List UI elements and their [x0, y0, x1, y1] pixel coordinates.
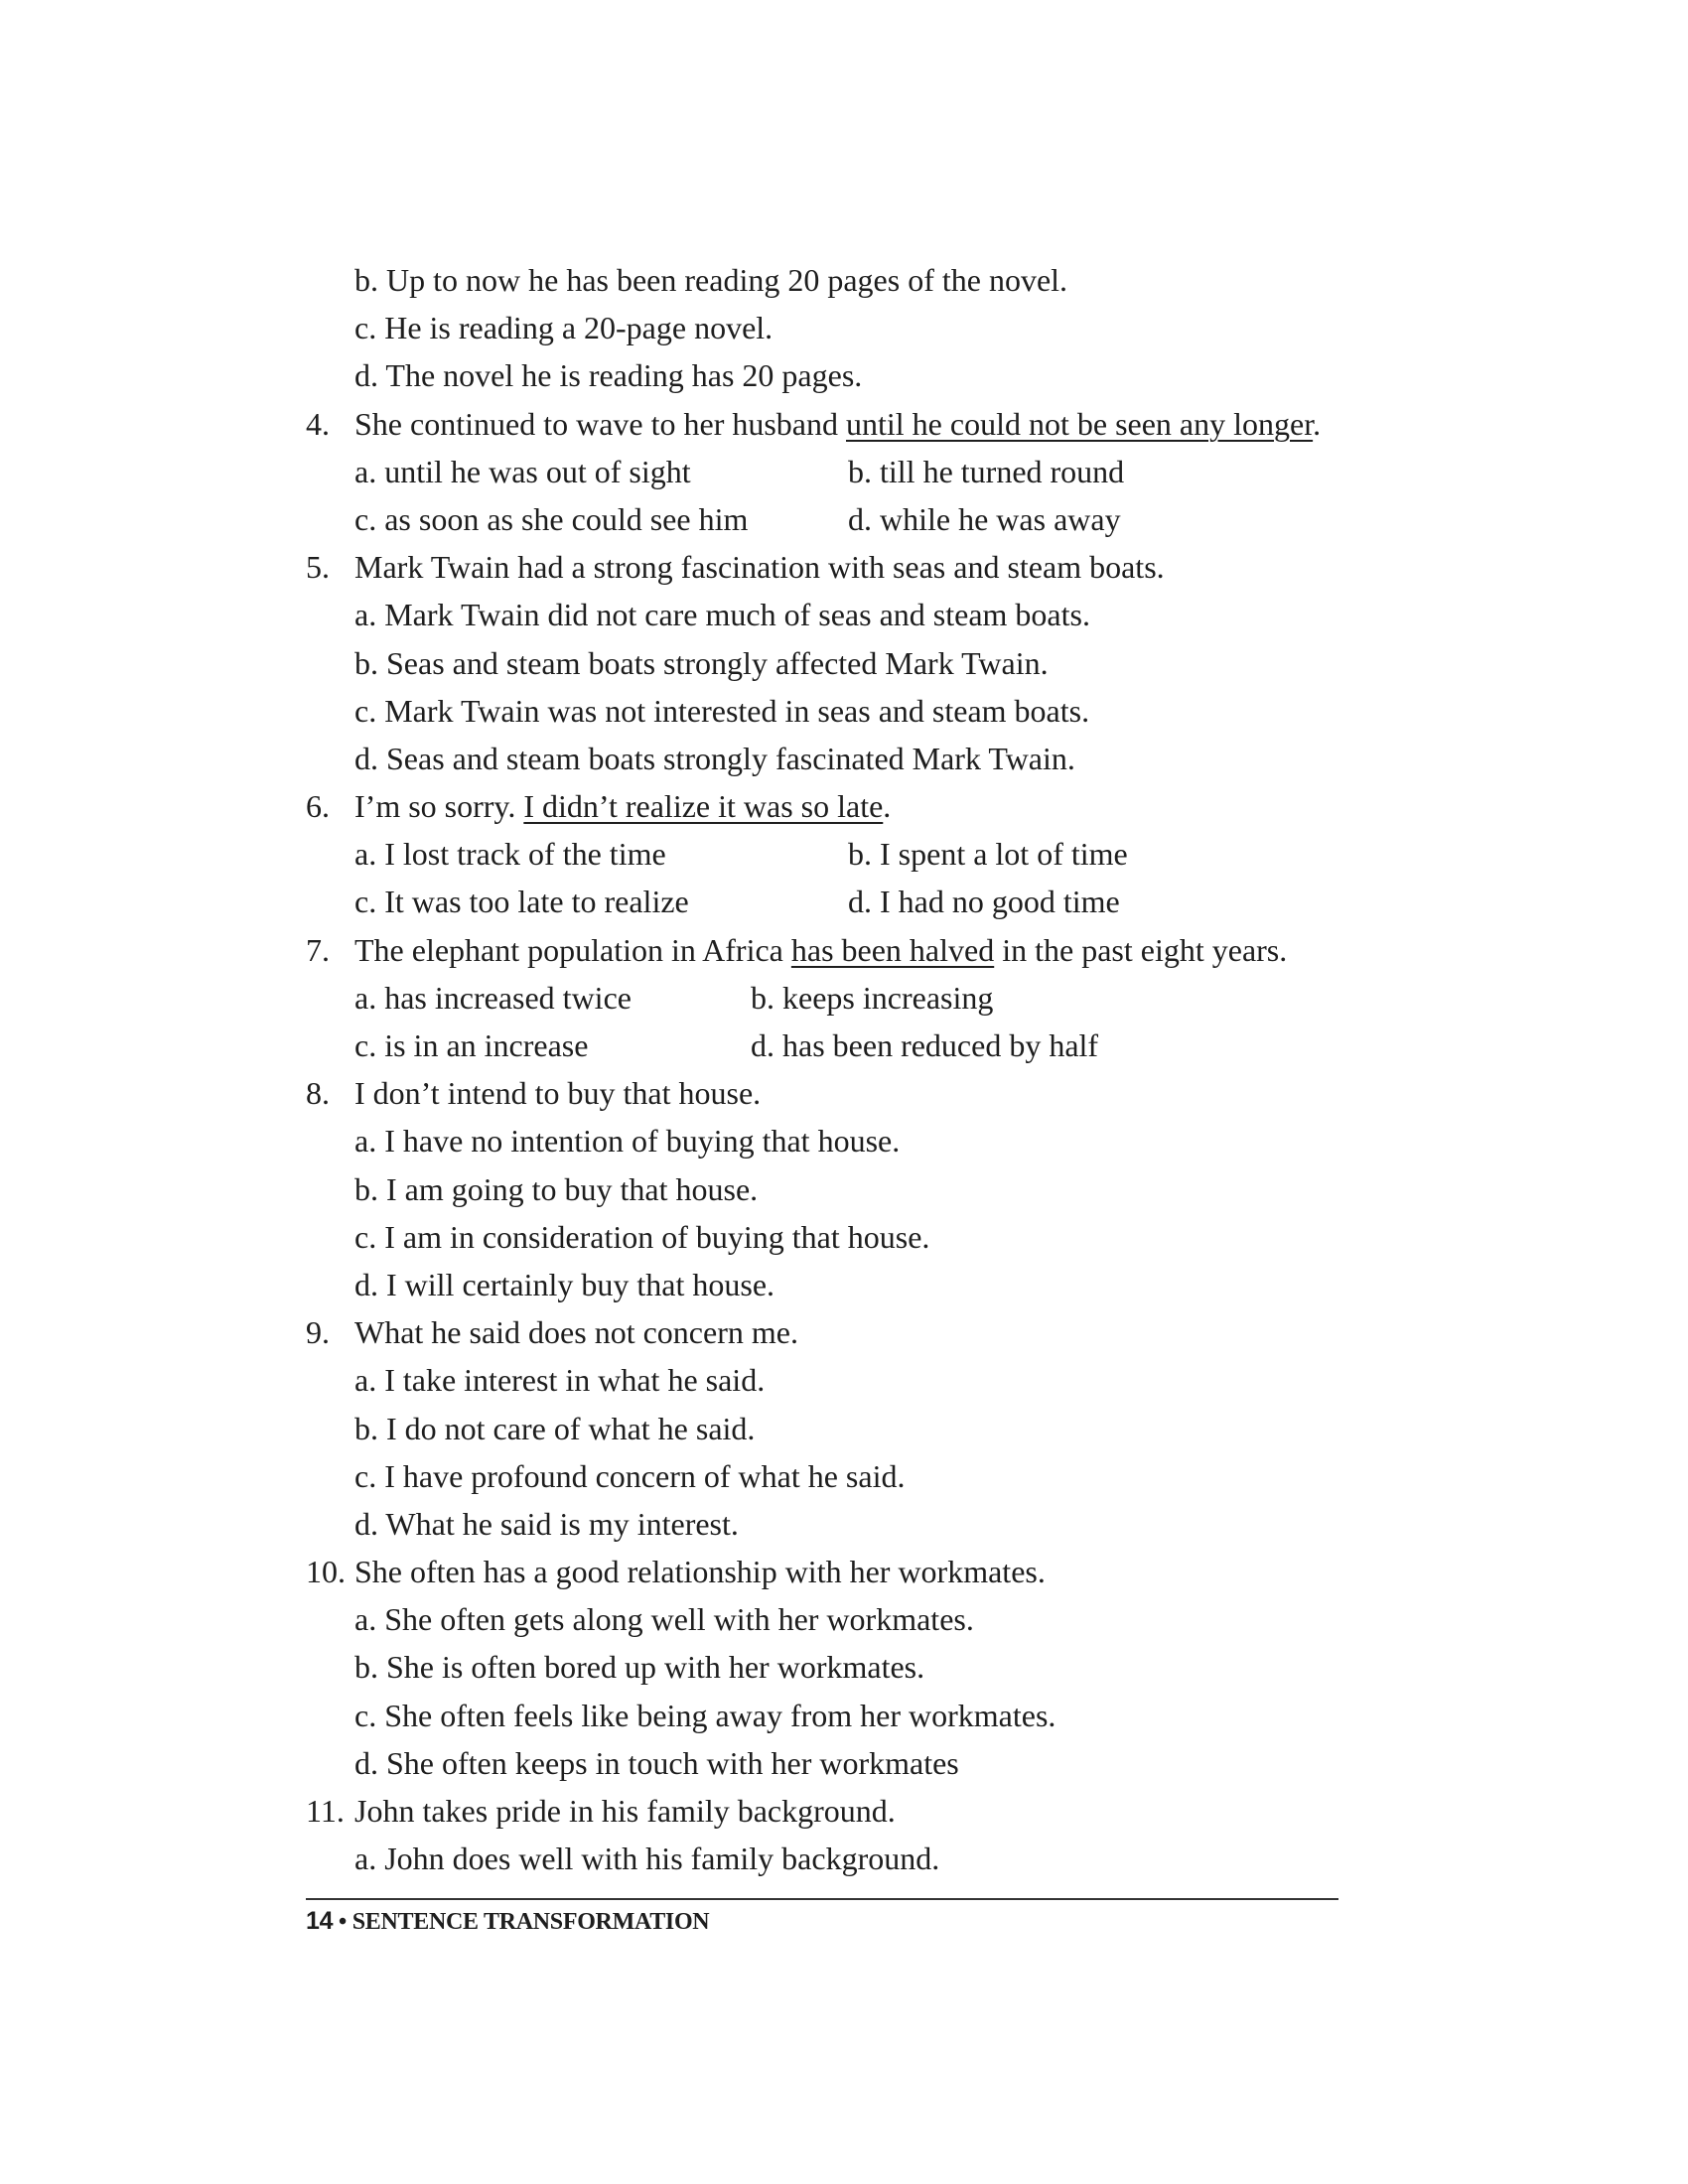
stem-text: .	[1313, 405, 1322, 442]
page-number: 14	[306, 1907, 334, 1935]
stem-text: in the past eight years.	[994, 931, 1288, 968]
answer-option: c. as soon as she could see him	[354, 500, 749, 537]
question-stem-line	[306, 1308, 1338, 1356]
answer-option-pair	[306, 448, 1338, 495]
answer-option-line	[306, 591, 1338, 638]
answer-option: a. I have no intention of buying that house.	[354, 1123, 901, 1160]
answer-option: c. Mark Twain was not interested in seas and steam boats.	[354, 692, 1090, 729]
question-number: 8.	[306, 1075, 330, 1112]
question-stem-line	[306, 1548, 1338, 1595]
underlined-phrase: until he could not be seen any longer	[846, 405, 1314, 442]
answer-option: d. What he said is my interest.	[354, 1505, 739, 1542]
answer-option-line	[306, 1692, 1338, 1739]
stem-text: The elephant population in Africa	[354, 931, 791, 968]
answer-option-line	[306, 639, 1338, 687]
question-stem-line	[306, 1787, 1338, 1835]
answer-option: a. Mark Twain did not care much of seas and steam boats.	[354, 597, 1090, 633]
footer-separator: •	[338, 1909, 348, 1935]
question-stem	[354, 1787, 896, 1835]
answer-option-line	[306, 304, 1338, 351]
answer-option-line	[306, 1405, 1338, 1452]
answer-option: c. is in an increase	[354, 1027, 589, 1063]
answer-option-line	[306, 1643, 1338, 1691]
answer-option: c. I am in consideration of buying that house.	[354, 1218, 930, 1255]
stem-text: Mark Twain had a strong fascination with seas and steam boats.	[354, 549, 1165, 586]
section-title: SENTENCE TRANSFORMATION	[352, 1909, 710, 1935]
answer-option-pair	[306, 878, 1338, 925]
underlined-phrase: I didn’t realize it was so late	[523, 788, 884, 825]
answer-option: d. I had no good time	[848, 884, 1120, 920]
answer-option: b. till he turned round	[848, 453, 1125, 489]
answer-option: a. I take interest in what he said.	[354, 1362, 766, 1399]
answer-option-line	[306, 735, 1338, 782]
question-number: 7.	[306, 931, 330, 968]
answer-option-line	[306, 687, 1338, 735]
answer-option: b. I do not care of what he said.	[354, 1410, 756, 1446]
stem-text: .	[883, 788, 892, 825]
answer-option-line	[306, 1356, 1338, 1404]
answer-option: b. Up to now he has been reading 20 pages of the novel.	[354, 262, 1068, 298]
question-number: 6.	[306, 788, 330, 825]
answer-option-line	[306, 1595, 1338, 1643]
question-stem-line	[306, 543, 1338, 591]
question-stem-line	[306, 782, 1338, 830]
question-stem	[354, 1069, 761, 1117]
answer-option-pair	[306, 974, 1338, 1022]
answer-option-pair	[306, 830, 1338, 878]
question-stem	[354, 926, 1287, 974]
answer-option-line	[306, 1213, 1338, 1261]
answer-option-line	[306, 1835, 1338, 1882]
answer-option: d. has been reduced by half	[751, 1027, 1099, 1063]
question-number: 4.	[306, 405, 330, 442]
answer-option-line	[306, 1500, 1338, 1548]
question-stem	[354, 543, 1165, 591]
answer-option-line	[306, 1739, 1338, 1787]
answer-option-pair	[306, 1022, 1338, 1069]
stem-text: I’m so sorry.	[354, 788, 524, 825]
answer-option: d. while he was away	[848, 500, 1121, 537]
question-stem-line	[306, 926, 1338, 974]
answer-option-line	[306, 1452, 1338, 1500]
answer-option: c. She often feels like being away from her workmates.	[354, 1697, 1056, 1733]
answer-option: d. Seas and steam boats strongly fascinated Mark Twain.	[354, 740, 1075, 776]
question-number: 11.	[306, 1793, 345, 1829]
question-number: 10.	[306, 1554, 346, 1590]
answer-option: d. The novel he is reading has 20 pages.	[354, 357, 863, 394]
footer-rule	[306, 1898, 1338, 1900]
answer-option: a. John does well with his family background.	[354, 1841, 940, 1877]
question-number: 5.	[306, 549, 330, 586]
question-stem	[354, 1548, 1046, 1595]
question-stem	[354, 782, 891, 830]
answer-option-line	[306, 1165, 1338, 1213]
underlined-phrase: has been halved	[790, 931, 995, 968]
answer-option-line	[306, 351, 1338, 399]
question-stem	[354, 1308, 798, 1356]
answer-option: c. He is reading a 20-page novel.	[354, 310, 774, 346]
answer-option: a. until he was out of sight	[354, 453, 691, 489]
stem-text: I don’t intend to buy that house.	[354, 1075, 762, 1112]
question-stem-line	[306, 1069, 1338, 1117]
question-stem-line	[306, 400, 1338, 448]
answer-option-line	[306, 1117, 1338, 1164]
answer-option-pair	[306, 495, 1338, 543]
question-stem	[354, 400, 1321, 448]
answer-option-line	[306, 1261, 1338, 1308]
stem-text: She often has a good relationship with her workmates.	[354, 1554, 1046, 1590]
answer-option: d. I will certainly buy that house.	[354, 1266, 775, 1302]
stem-text: What he said does not concern me.	[354, 1314, 798, 1351]
answer-option: d. She often keeps in touch with her workmates	[354, 1744, 959, 1781]
stem-text: John takes pride in his family background.	[354, 1793, 896, 1829]
answer-option-line	[306, 256, 1338, 304]
answer-option: b. I am going to buy that house.	[354, 1170, 759, 1207]
question-number: 9.	[306, 1314, 330, 1351]
answer-option: b. keeps increasing	[751, 979, 994, 1016]
answer-option: c. I have profound concern of what he said.	[354, 1457, 906, 1494]
page-footer	[306, 1907, 709, 1936]
answer-option: c. It was too late to realize	[354, 884, 689, 920]
answer-option: a. has increased twice	[354, 979, 632, 1016]
answer-option: b. Seas and steam boats strongly affected Mark Twain.	[354, 644, 1049, 681]
answer-option: a. I lost track of the time	[354, 836, 666, 873]
answer-option: b. I spent a lot of time	[848, 836, 1128, 873]
stem-text: She continued to wave to her husband	[354, 405, 846, 442]
answer-option: a. She often gets along well with her workmates.	[354, 1601, 974, 1638]
question-list	[306, 256, 1338, 1882]
answer-option: b. She is often bored up with her workmates.	[354, 1649, 925, 1686]
